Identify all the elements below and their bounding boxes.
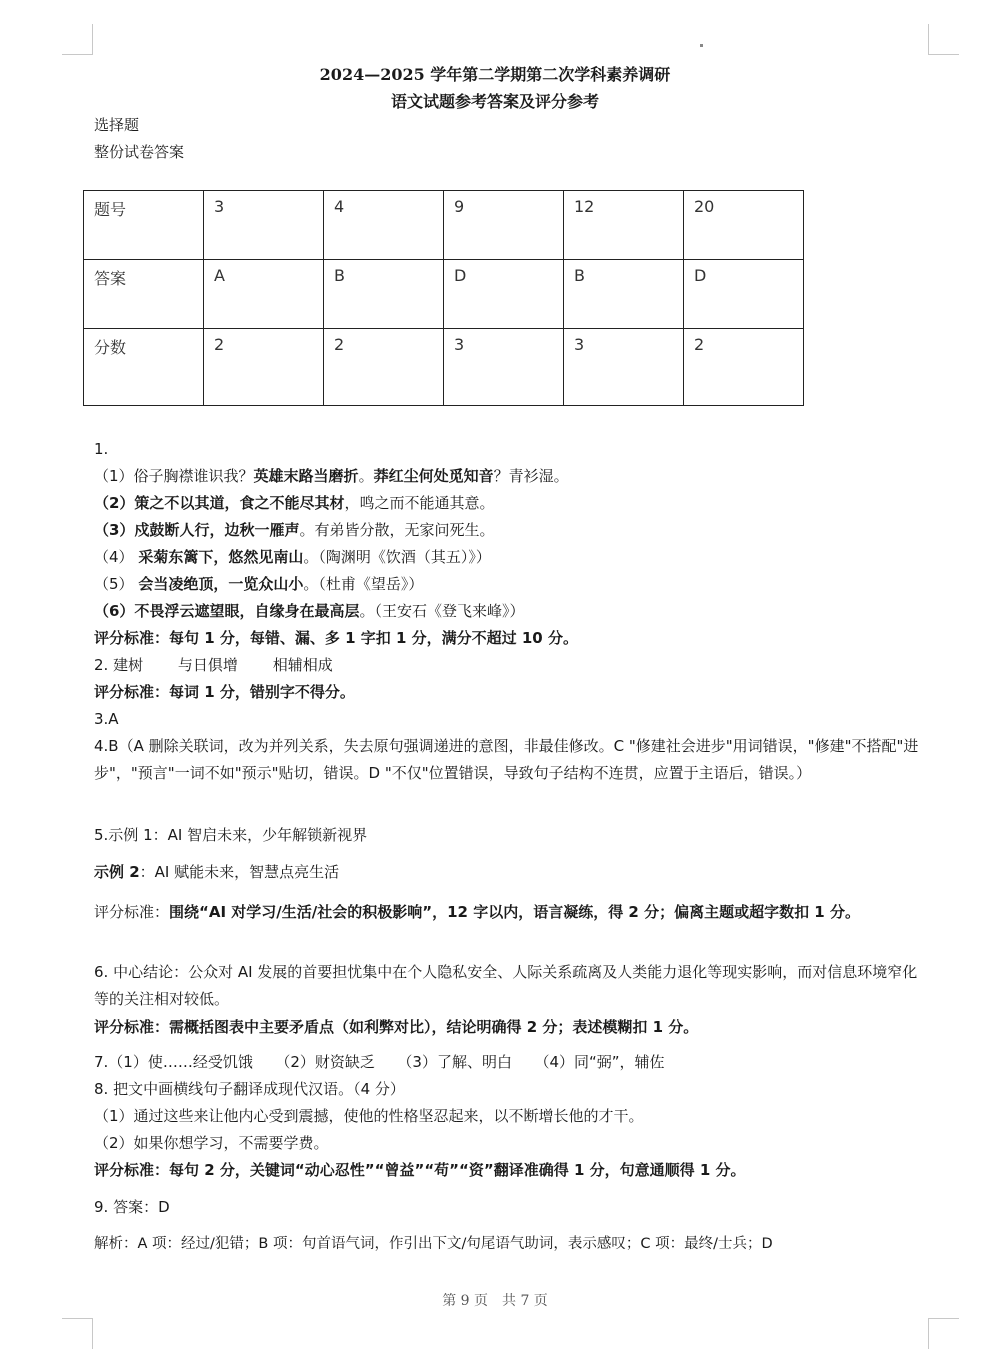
q1-number: 1.: [94, 440, 109, 458]
q4-answer: 4.B（A 删除关联词，改为并列关系，失去原句强调递进的意图，非最佳修改。C "修建社会进步"用词错误，"修建"不搭配"进步"，"预言"一词不如"预示"贴切，错误。D "不仅"位置错误，导致句子结构不连贯，应置于主语后，错误。）: [94, 737, 919, 782]
page-footer: 第 9 页 共 7 页: [442, 1293, 548, 1309]
q1-line-5: [94, 573, 423, 595]
q8-scoring-rule: 评分标准：每句 2 分，关键词“动心忍性”“曾益”“苟”“资”翻译准确得 1 分，句意通顺得 1 分。: [94, 1161, 746, 1179]
q3-answer: 3.A: [94, 710, 119, 728]
table-cell: B: [564, 260, 684, 329]
q6-scoring-rule: 评分标准：需概括图表中主要矛盾点（如利弊对比），结论明确得 2 分；表述模糊扣 1 分。: [94, 1018, 699, 1036]
text-answer: （6）不畏浮云遮望眼，自缘身在最高层: [94, 602, 360, 620]
q1-line-2: [94, 492, 494, 514]
text-answer: 采菊东篱下，悠然见南山: [138, 548, 304, 566]
q1-scoring-rule: 评分标准：每句 1 分，每错、漏、多 1 字扣 1 分，满分不超过 10 分。: [94, 629, 578, 647]
q1-line-1: [94, 465, 569, 487]
q2-word-1: 建树: [113, 656, 144, 674]
page-dot: [700, 44, 703, 47]
q1-line-6: [94, 600, 524, 622]
document-subtitle: 语文试题参考答案及评分参考: [390, 92, 599, 111]
text-normal: 。（王安石《登飞来峰》）: [359, 602, 525, 620]
table-cell: 2: [324, 329, 444, 406]
q7-answer: 7.（1）使……经受饥饿 （2）财资缺乏 （3）了解、明白 （4）同“弼”，辅佐: [94, 1053, 665, 1071]
text-normal: 。有弟皆分散，无家问死生。: [299, 521, 495, 539]
table-cell: 题号: [84, 191, 204, 260]
table-cell: 答案: [84, 260, 204, 329]
document-title: 2024—2025 学年第二学期第二次学科素养调研: [319, 65, 671, 84]
crop-mark-bottom-right: [928, 1318, 959, 1349]
table-row: [84, 329, 804, 406]
text-answer: 英雄末路当磨折: [253, 467, 359, 485]
text-normal: 。: [358, 467, 374, 485]
text-normal: （4）: [94, 548, 134, 566]
crop-mark-top-right: [928, 24, 959, 55]
table-cell: B: [324, 260, 444, 329]
q9-analysis: 解析：A 项：经过/犯错；B 项：句首语气词，作引出下文/句尾语气助词，表示感叹；C 项：最终/士兵；D: [94, 1236, 773, 1252]
table-cell: 12: [564, 191, 684, 260]
q2-scoring-rule: 评分标准：每词 1 分，错别字不得分。: [94, 683, 355, 701]
q5-example-1: 5.示例 1：AI 智启未来，少年解锁新视界: [94, 826, 368, 844]
table-cell: 2: [204, 329, 324, 406]
crop-mark-bottom-left: [62, 1318, 93, 1349]
table-cell: 4: [324, 191, 444, 260]
q5-rule-label: 评分标准：: [94, 903, 170, 921]
answers-label: 整份试卷答案: [94, 143, 185, 161]
text-normal: ？青衫湿。: [493, 467, 569, 485]
q2-word-3: 相辅相成: [272, 656, 333, 674]
q8-answer-2: （2）如果你想学习，不需要学费。: [94, 1134, 329, 1152]
table-cell: D: [684, 260, 804, 329]
table-cell: 分数: [84, 329, 204, 406]
q2-number: 2.: [94, 656, 109, 674]
q2-word-2: 与日俱增: [177, 656, 238, 674]
table-row: [84, 191, 804, 260]
q1-line-4: [94, 546, 491, 568]
text-normal: 。（陶渊明《饮酒（其五）》）: [303, 548, 491, 566]
text-normal: 。（杜甫《望岳》）: [303, 575, 424, 593]
q8-prompt: 8. 把文中画横线句子翻译成现代汉语。（4 分）: [94, 1080, 405, 1098]
table-cell: 3: [204, 191, 324, 260]
section-label: 选择题: [94, 116, 140, 134]
crop-mark-top-left: [62, 24, 93, 55]
q6-answer: 6. 中心结论：公众对 AI 发展的首要担忧集中在个人隐私安全、人际关系疏离及人类能力退化等现实影响，而对信息环境窄化等的关注相对较低。: [94, 963, 918, 1008]
table-cell: 9: [444, 191, 564, 260]
q5-scoring-rule: [94, 894, 930, 930]
q2-answer: [94, 654, 333, 676]
text-answer: 莽红尘何处觅知音: [373, 467, 494, 485]
text-answer: （2）策之不以其道，食之不能尽其材: [94, 494, 345, 512]
table-cell: 3: [564, 329, 684, 406]
q5-example-2: [94, 861, 339, 883]
answer-table: [83, 190, 804, 406]
q5-example-2-label: 示例 2: [94, 863, 140, 881]
text-normal: ，鸣之而不能通其意。: [344, 494, 495, 512]
table-cell: 3: [444, 329, 564, 406]
table-cell: 20: [684, 191, 804, 260]
q9-answer: 9. 答案：D: [94, 1198, 170, 1216]
table-cell: 2: [684, 329, 804, 406]
q5-example-2-text: ：AI 赋能未来，智慧点亮生活: [139, 863, 340, 881]
text-normal: （5）: [94, 575, 134, 593]
table-cell: D: [444, 260, 564, 329]
text-normal: （1）俗子胸襟谁识我？: [94, 467, 254, 485]
table-row: [84, 260, 804, 329]
q1-line-3: [94, 519, 494, 541]
q8-answer-1: （1）通过这些来让他内心受到震撼，使他的性格坚忍起来，以不断增长他的才干。: [94, 1107, 644, 1125]
q5-rule-text: 围绕“AI 对学习/生活/社会的积极影响”，12 字以内，语言凝练，得 2 分；偏离主题或超字数扣 1 分。: [169, 903, 860, 921]
table-cell: A: [204, 260, 324, 329]
text-answer: （3）戍鼓断人行，边秋一雁声: [94, 521, 300, 539]
text-answer: 会当凌绝顶，一览众山小: [138, 575, 304, 593]
